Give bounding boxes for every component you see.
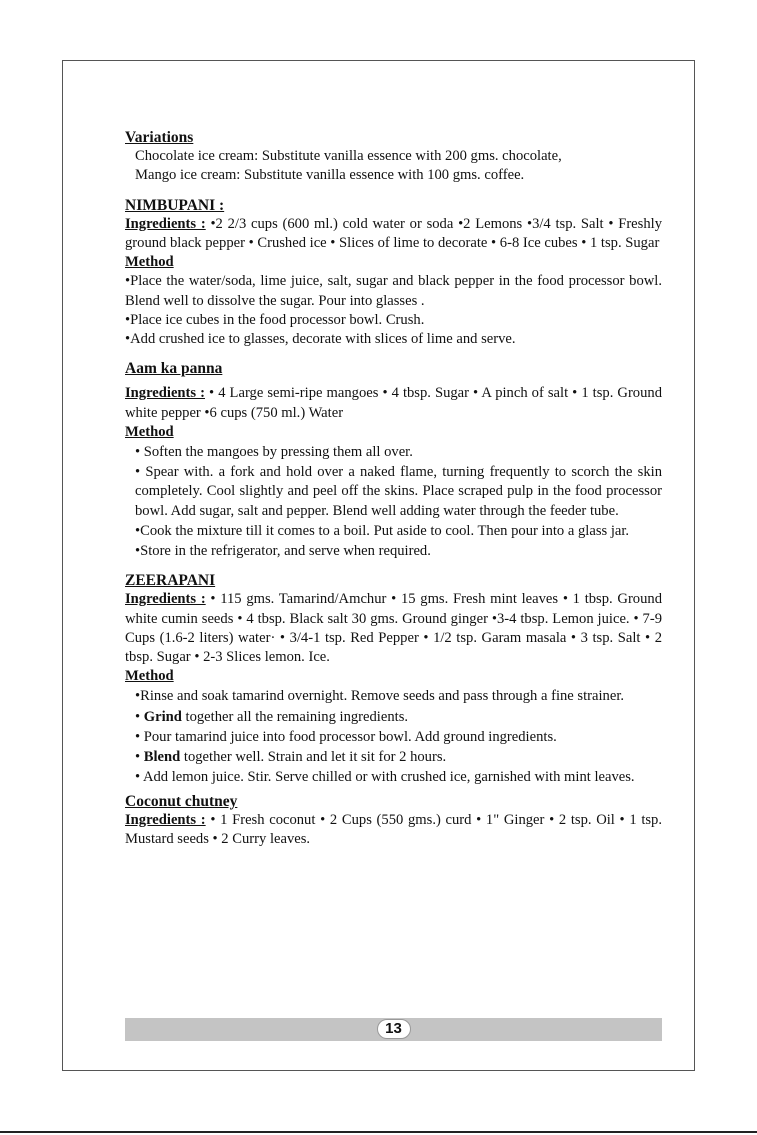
method-step: •Cook the mixture till it comes to a boil. Put aside to cool. Then pour into a glass jar. [135,522,630,539]
method-step: • Add lemon juice. Stir. Serve chilled or with crushed ice, garnished with mint leaves. [135,769,635,786]
method-step [125,708,662,727]
coconut-chutney-heading: Coconut chutney [125,792,238,810]
method-step: • Spear with. a fork and hold over a naked flame, turning frequently to scorch the skin completely. Cool slightly and peel off the skins. Place scraped pulp in the food processor bowl. Add sugar, salt and pepper. Blend well adding water through the feeder tube. [135,464,662,519]
ingredients-text: • 1 Fresh coconut • 2 Cups (550 gms.) curd • 1" Ginger • 2 tsp. Oil • 1 tsp. Mustard seeds • 2 Curry leaves. [125,811,662,847]
bold-verb: Blend [143,749,181,766]
ingredients-text: • 4 Large semi-ripe mangoes • 4 tbsp. Sugar • A pinch of salt • 1 tsp. Ground white pepper •6 cups (750 ml.) Water [125,385,662,421]
page-number: 13 [377,1019,411,1039]
method-step: •Place ice cubes in the food processor bowl. Crush. [125,311,425,328]
ingredients-label: Ingredients : [125,811,206,828]
ingredients-label: Ingredients : [125,591,206,608]
aam-ka-panna-ingredients [125,384,662,422]
ingredients-text: • 115 gms. Tamarind/Amchur • 15 gms. Fresh mint leaves • 1 tbsp. Ground white cumin seeds • 4 tbsp. Black salt 30 gms. Ground ginger •3-4 tbsp. Lemon juice. • 7-9 Cups (1.6-2 liters) water· • 3/4-1 tsp. Red Pepper • 1/2 tsp. Garam masala • 3 tsp. Salt • 2 tbsp. Sugar • 2-3 Slices lemon. Ice. [125,591,662,666]
bullet: • [135,749,144,766]
nimbupani-heading: NIMBUPANI : [125,196,225,214]
method-label: Method [125,668,174,685]
coconut-chutney-ingredients [125,811,662,849]
method-label: Method [125,254,174,271]
method-step: •Rinse and soak tamarind overnight. Remove seeds and pass through a fine strainer. [135,688,625,705]
zeerapani-heading: ZEERAPANI [125,572,216,590]
variation-line: Chocolate ice cream: Substitute vanilla essence with 200 gms. chocolate, [135,148,562,165]
bottom-rule [0,1131,757,1133]
variation-line: Mango ice cream: Substitute vanilla essence with 100 gms. coffee. [135,167,525,184]
aam-ka-panna-heading: Aam ka panna [125,360,223,378]
ingredients-text: •2 2/3 cups (600 ml.) cold water or soda •2 Lemons •3/4 tsp. Salt • Freshly ground black pepper • Crushed ice • Slices of lime to decorate • 6-8 Ice cubes • 1 tsp. Sugar [125,215,662,252]
variations-heading: Variations [125,129,194,146]
method-step: •Store in the refrigerator, and serve when required. [135,543,431,560]
ingredients-label: Ingredients : [125,385,205,402]
method-step: • Soften the mangoes by pressing them all over. [135,444,413,461]
step-text: together well. Strain and let it sit for 2 hours. [180,749,447,766]
bold-verb: Grind [143,708,182,725]
method-step: • Pour tamarind juice into food processor bowl. Add ground ingredients. [135,728,557,745]
bullet: • [135,708,144,725]
page-footer-bar [125,1018,662,1041]
nimbupani-ingredients [125,215,662,253]
method-step: •Place the water/soda, lime juice, salt, sugar and black pepper in the food processor bowl. Blend well to dissolve the sugar. Pour into glasses . [125,273,662,309]
method-step: •Add crushed ice to glasses, decorate with slices of lime and serve. [125,331,516,348]
step-text: together all the remaining ingredients. [181,708,409,725]
method-label: Method [125,423,174,440]
zeerapani-ingredients [125,590,662,667]
ingredients-label: Ingredients : [125,215,206,232]
method-step [125,748,662,767]
recipe-page-content [125,124,662,849]
